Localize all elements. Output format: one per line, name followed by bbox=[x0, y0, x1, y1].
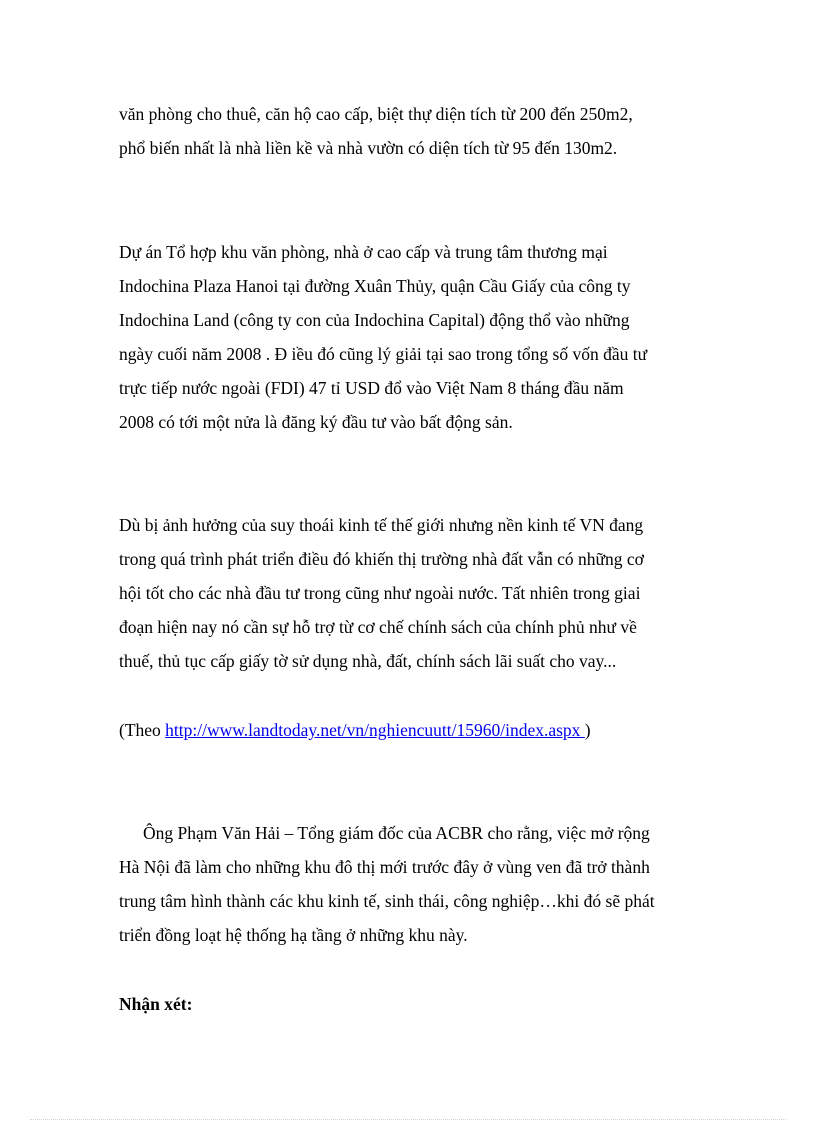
source-suffix: ) bbox=[584, 720, 591, 740]
source-prefix: (Theo bbox=[119, 720, 166, 740]
source-link[interactable]: http://www.landtoday.net/vn/nghiencuutt/15960/index.aspx bbox=[165, 720, 585, 740]
paragraph-2-line-2: Indochina Plaza Hanoi tại đường Xuân Thủy, quận Cầu Giấy của công ty bbox=[119, 276, 631, 296]
paragraph-3-line-3: hội tốt cho các nhà đầu tư trong cũng như ngoài nước. Tất nhiên trong giai bbox=[119, 583, 641, 603]
paragraph-3-line-5: thuế, thủ tục cấp giấy tờ sử dụng nhà, đất, chính sách lãi suất cho vay... bbox=[119, 651, 617, 671]
paragraph-4-line-4: triển đồng loạt hệ thống hạ tầng ở những khu này. bbox=[119, 925, 468, 945]
section-heading: Nhận xét: bbox=[119, 994, 193, 1014]
paragraph-1-line-1: văn phòng cho thuê, căn hộ cao cấp, biệt thự diện tích từ 200 đến 250m2, bbox=[119, 104, 633, 124]
paragraph-2-line-3: Indochina Land (công ty con của Indochina Capital) động thổ vào những bbox=[119, 310, 630, 330]
paragraph-2-line-6: 2008 có tới một nửa là đăng ký đầu tư vào bất động sản. bbox=[119, 412, 513, 432]
paragraph-3-line-2: trong quá trình phát triển điều đó khiến thị trường nhà đất vẫn có những cơ bbox=[119, 549, 644, 569]
paragraph-3-line-1: Dù bị ảnh hưởng của suy thoái kinh tế thế giới nhưng nền kinh tế VN đang bbox=[119, 515, 644, 535]
paragraph-2-line-1: Dự án Tổ hợp khu văn phòng, nhà ở cao cấp và trung tâm thương mại bbox=[119, 242, 608, 262]
source-citation bbox=[119, 719, 591, 741]
paragraph-4-line-1: Ông Phạm Văn Hải – Tổng giám đốc của ACBR cho rằng, việc mở rộng bbox=[143, 823, 650, 843]
paragraph-2-line-4: ngày cuối năm 2008 . Đ iều đó cũng lý giải tại sao trong tổng số vốn đầu tư bbox=[119, 344, 648, 364]
paragraph-4-line-3: trung tâm hình thành các khu kinh tế, sinh thái, công nghiệp…khi đó sẽ phát bbox=[119, 891, 655, 911]
paragraph-4-line-2: Hà Nội đã làm cho những khu đô thị mới trước đây ở vùng ven đã trở thành bbox=[119, 857, 650, 877]
paragraph-3-line-4: đoạn hiện nay nó cần sự hỗ trợ từ cơ chế chính sách của chính phủ như về bbox=[119, 617, 637, 637]
paragraph-1-line-2: phổ biến nhất là nhà liền kề và nhà vườn có diện tích từ 95 đến 130m2. bbox=[119, 138, 618, 158]
page-bottom-divider bbox=[30, 1119, 786, 1120]
paragraph-2-line-5: trực tiếp nước ngoài (FDI) 47 tỉ USD đổ vào Việt Nam 8 tháng đầu năm bbox=[119, 378, 624, 398]
